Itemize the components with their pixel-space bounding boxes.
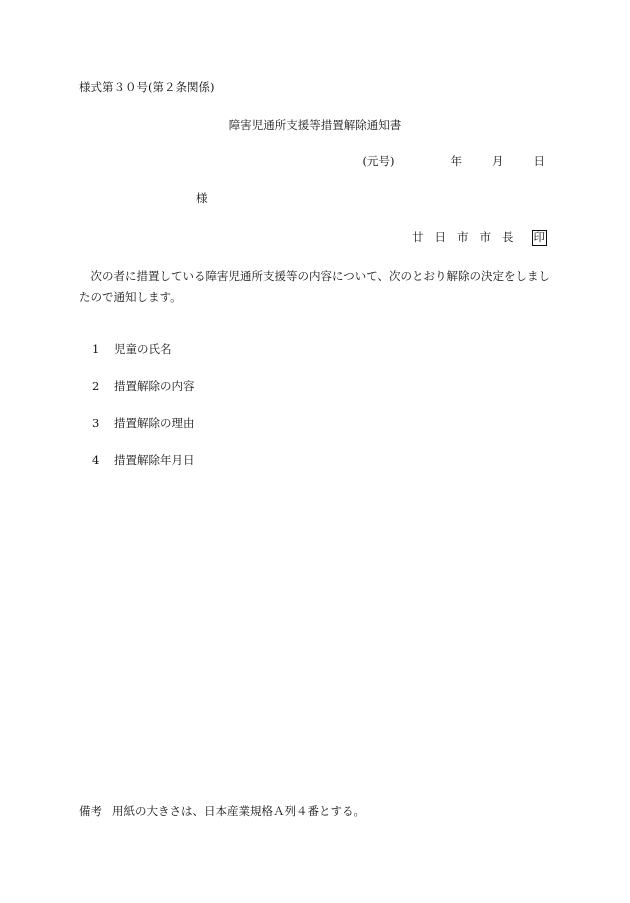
date-day-unit: 日 <box>533 154 545 168</box>
date-year-unit: 年 <box>450 154 462 168</box>
issuer-char: 長 <box>502 230 514 244</box>
item-number: 3 <box>92 416 100 430</box>
list-item <box>92 418 195 430</box>
date-era: (元号) <box>362 154 395 168</box>
list-item <box>92 455 195 467</box>
issuer-char: 日 <box>434 230 446 244</box>
seal-mark: 印 <box>533 230 545 244</box>
issuer-line <box>412 230 547 246</box>
item-number: 4 <box>92 453 100 467</box>
item-number: 2 <box>92 379 100 393</box>
document-title: 障害児通所支援等措置解除通知書 <box>228 118 402 132</box>
issuer-char: 市 <box>457 230 469 244</box>
date-line <box>363 156 545 168</box>
form-number: 様式第３０号(第２条関係) <box>79 80 215 94</box>
item-number: 1 <box>92 342 100 356</box>
note-label: 備考 <box>79 804 102 818</box>
addressee-suffix: 様 <box>196 191 208 205</box>
date-month-unit: 月 <box>492 154 504 168</box>
issuer-char: 廿 <box>412 230 424 244</box>
list-item <box>92 381 195 393</box>
item-label: 措置解除年月日 <box>114 453 195 467</box>
item-label: 措置解除の理由 <box>114 416 195 430</box>
list-item <box>92 344 172 356</box>
remarks-note <box>79 806 365 818</box>
note-text: 用紙の大きさは、日本産業規格Ａ列４番とする。 <box>112 804 365 818</box>
issuer-char: 市 <box>479 230 491 244</box>
item-label: 措置解除の内容 <box>114 379 195 393</box>
body-paragraph: 次の者に措置している障害児通所支援等の内容について、次のとおり解除の決定をしましたので通知します。 <box>79 269 551 304</box>
item-label: 児童の氏名 <box>114 342 172 356</box>
